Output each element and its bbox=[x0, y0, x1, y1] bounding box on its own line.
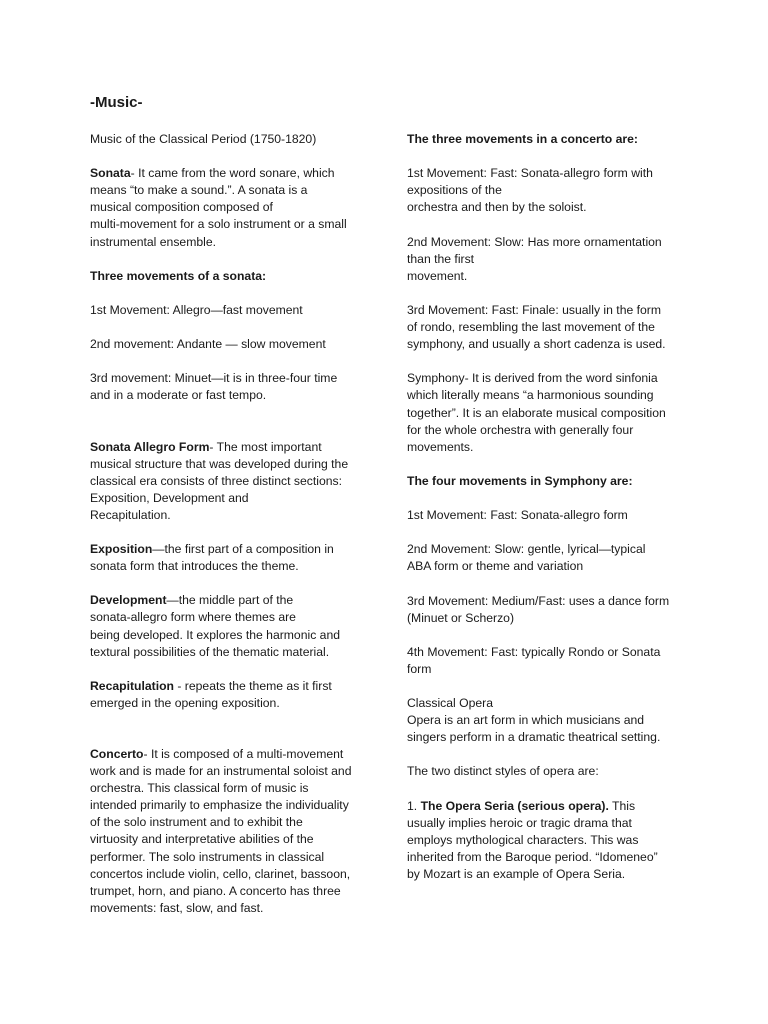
symphony-movements-heading: The four movements in Symphony are: bbox=[407, 473, 633, 488]
sonata-movement-1: 1st Movement: Allegro—fast movement bbox=[90, 302, 303, 317]
concerto-paragraph: Concerto- It is composed of a multi-movement work and is made for an instrumental soloist and orchestra. This classical form of music is intended primarily to emphasize the individuality of the solo instrument and to exhibit the virtuosity and interpretative abilities of the performer. The solo instruments in classical concertos include violin, cello, clarinet, bassoon, trumpet, horn, and piano. A concerto has three movements: fast, slow, and fast. bbox=[90, 747, 352, 915]
opera-title: Classical Opera bbox=[407, 696, 494, 711]
opera-seria-paragraph: 1. The Opera Seria (serious opera). This usually implies heroic or tragic drama that employs mythological characters. This was inherited from the Baroque period. “Idomeneo” by Mozart is an example of Opera Seria. bbox=[407, 798, 658, 882]
sonata-paragraph: Sonata- It came from the word sonare, which means “to make a sound.”. A sonata is a musical composition composed of multi-movement for a solo instrument or a small instrumental ensemble. bbox=[90, 166, 347, 249]
opera-seria-term: The Opera Seria (serious opera). bbox=[420, 798, 609, 813]
sonata-movement-2: 2nd movement: Andante — slow movement bbox=[90, 337, 326, 352]
symphony-movement-3: 3rd Movement: Medium/Fast: uses a dance form (Minuet or Scherzo) bbox=[407, 593, 670, 625]
recapitulation-term: Recapitulation bbox=[90, 678, 174, 693]
exposition-term: Exposition bbox=[90, 542, 153, 557]
concerto-movement-2: 2nd Movement: Slow: Has more ornamentation than the first movement. bbox=[407, 234, 662, 283]
page-title: -Music- bbox=[90, 94, 143, 111]
concerto-term: Concerto bbox=[90, 747, 144, 761]
opera-styles-line: The two distinct styles of opera are: bbox=[407, 764, 599, 779]
symphony-paragraph: Symphony- It is derived from the word sinfonia which literally means “a harmonious sounding together”. It is an elaborate musical composition for the whole orchestra with generally four movements. bbox=[407, 371, 666, 454]
symphony-movement-1: 1st Movement: Fast: Sonata-allegro form bbox=[407, 508, 628, 523]
right-column bbox=[407, 131, 692, 900]
recapitulation-paragraph: Recapitulation - repeats the theme as it first emerged in the opening exposition. bbox=[90, 678, 332, 710]
concerto-movement-3: 3rd Movement: Fast: Finale: usually in the form of rondo, resembling the last movement of the symphony, and usually a short cadenza is used. bbox=[407, 302, 666, 352]
concerto-movement-1: 1st Movement: Fast: Sonata-allegro form with expositions of the orchestra and then by the soloist. bbox=[407, 166, 653, 215]
development-paragraph: Development—the middle part of the sonata-allegro form where themes are being developed. It explores the harmonic and textural possibilities of the thematic material. bbox=[90, 593, 341, 659]
sonata-movements-heading: Three movements of a sonata: bbox=[90, 268, 267, 283]
development-term: Development bbox=[90, 593, 167, 608]
symphony-movement-4: 4th Movement: Fast: typically Rondo or Sonata form bbox=[407, 644, 661, 676]
concerto-movements-heading: The three movements in a concerto are: bbox=[407, 132, 638, 146]
classical-opera-paragraph: Classical Opera Opera is an art form in which musicians and singers perform in a dramatic theatrical setting. bbox=[407, 695, 692, 746]
period-line: Music of the Classical Period (1750-1820) bbox=[90, 132, 317, 146]
left-column bbox=[90, 131, 375, 934]
sonata-allegro-form-paragraph: Sonata Allegro Form- The most important musical structure that was developed during the classical era consists of three distinct sections: Exposition, Development and Recapitulation. bbox=[90, 439, 349, 522]
sonata-term: Sonata bbox=[90, 166, 131, 181]
exposition-paragraph: Exposition—the first part of a composition in sonata form that introduces the theme. bbox=[90, 542, 334, 574]
symphony-movement-2: 2nd Movement: Slow: gentle, lyrical—typical ABA form or theme and variation bbox=[407, 542, 646, 574]
sonata-movement-3: 3rd movement: Minuet—it is in three-four time and in a moderate or fast tempo. bbox=[90, 371, 338, 403]
saf-term: Sonata Allegro Form bbox=[90, 439, 210, 454]
